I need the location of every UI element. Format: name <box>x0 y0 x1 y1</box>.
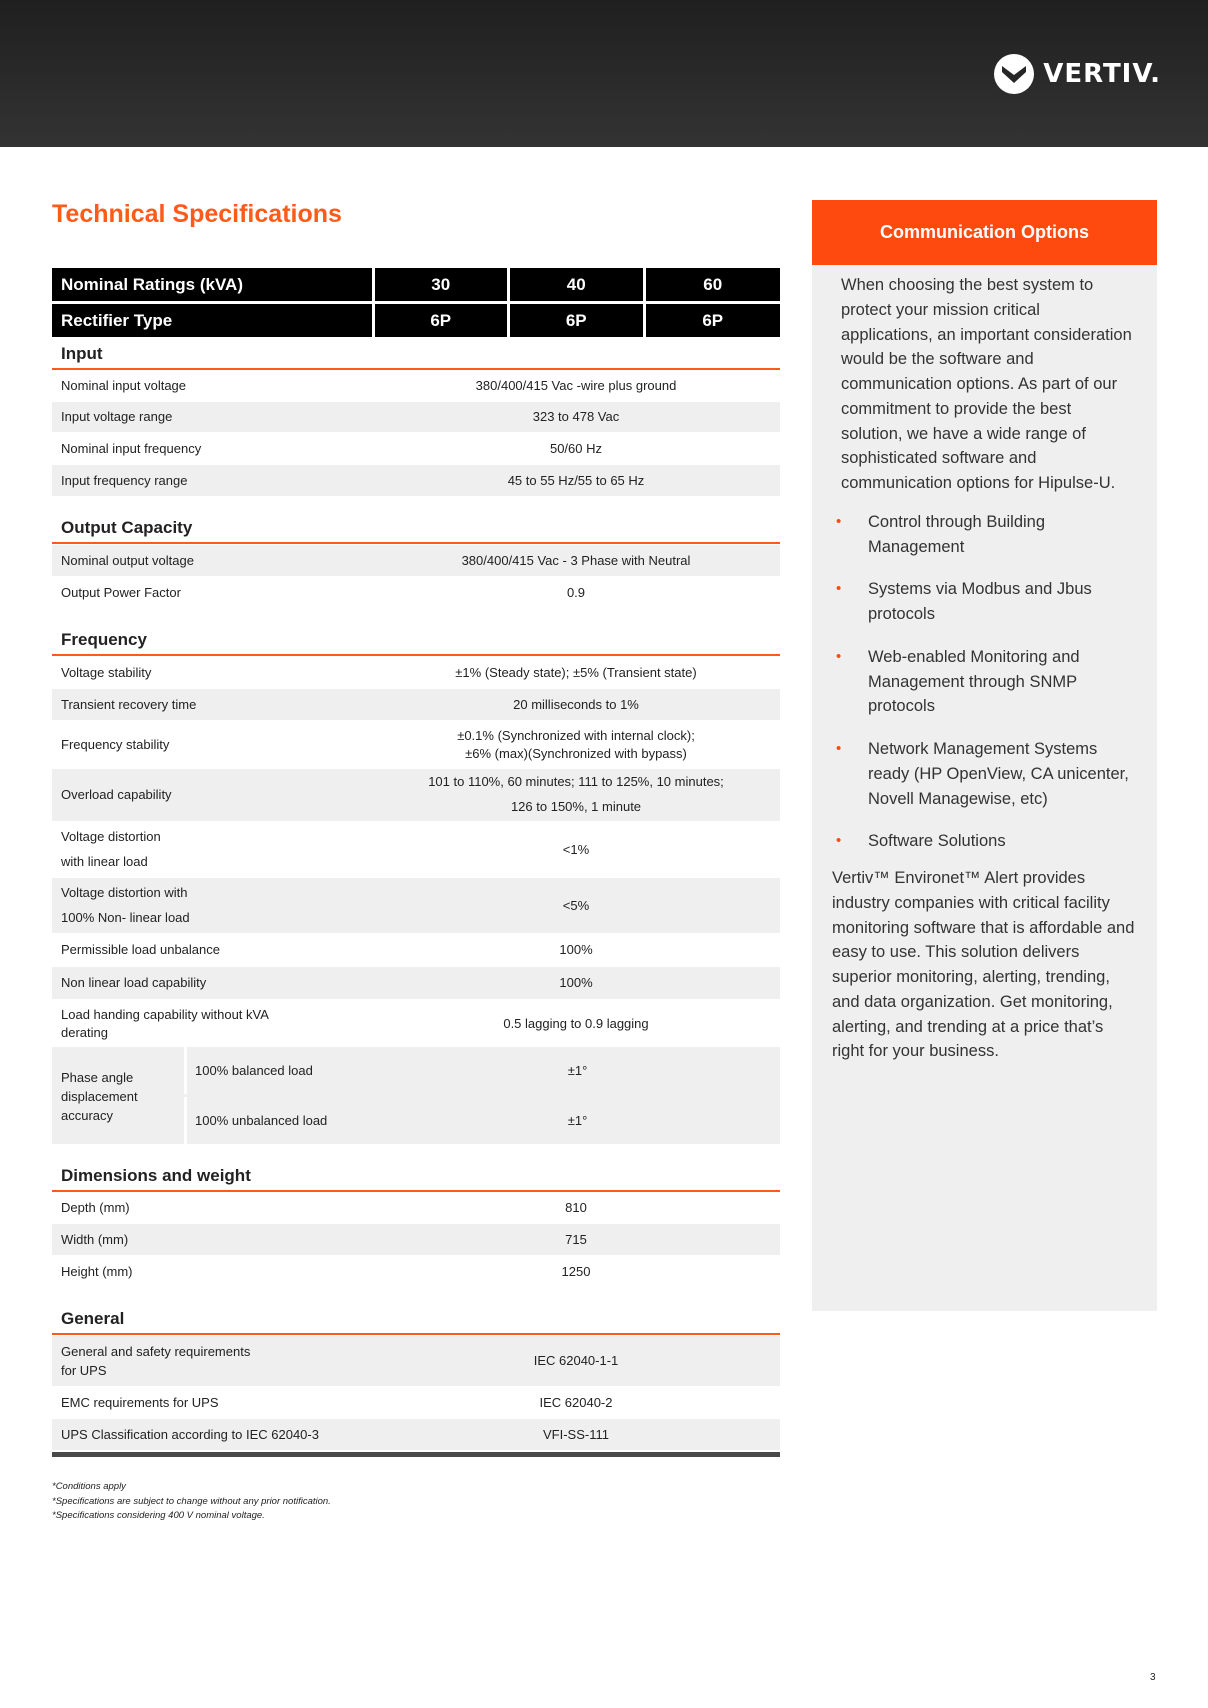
communication-options-title: Communication Options <box>812 200 1157 265</box>
table-row: Transient recovery time 20 milliseconds to 1% <box>52 688 780 720</box>
phase-angle-group <box>52 1047 780 1144</box>
table-row: 100% unbalanced load ±1° <box>184 1097 780 1144</box>
ratings-header-row <box>52 268 780 301</box>
table-row: Nominal input voltage 380/400/415 Vac -wire plus ground <box>52 370 780 401</box>
page-header <box>0 0 1208 147</box>
bullet-icon: • <box>836 512 842 530</box>
section-general-title: General <box>52 1305 780 1335</box>
communication-options-panel <box>812 200 1157 1311</box>
section-frequency-title: Frequency <box>52 626 780 656</box>
section-input-title: Input <box>52 340 780 370</box>
table-end-rule <box>52 1452 780 1457</box>
table-row: EMC requirements for UPS IEC 62040-2 <box>52 1386 780 1418</box>
phase-angle-label: Phase angle displacement accuracy <box>61 1070 138 1123</box>
list-item: • Control through Building Management <box>836 512 1046 556</box>
bullet-icon: • <box>836 832 842 850</box>
table-row: Permissible load unbalance 100% <box>52 933 780 966</box>
vertiv-logo-icon <box>993 53 1035 95</box>
spec-table <box>52 268 780 1457</box>
page-number: 3 <box>1150 1672 1156 1683</box>
table-row: Frequency stability ±0.1% (Synchronized with internal clock); ±6% (max)(Synchronized with bypass) <box>52 720 780 768</box>
bullet-icon: • <box>836 740 842 757</box>
ratings-label: Nominal Ratings (kVA) <box>52 268 372 301</box>
section-dimensions-title: Dimensions and weight <box>52 1162 780 1192</box>
environet-description: Vertiv™ Environet™ Alert provides industry companies with critical facility monitoring software that is affordable and easy to use. This solution delivers superior monitoring, alerting, trending, and data organization. Get monitoring, alerting, and trending at a price that’s right for your business. <box>832 869 1135 1061</box>
list-item: • Systems via Modbus and Jbus protocols <box>836 580 1092 623</box>
section-output-title: Output Capacity <box>52 514 780 544</box>
table-row: Nominal output voltage 380/400/415 Vac - 3 Phase with Neutral <box>52 544 780 576</box>
rectifier-60: 6P <box>646 304 780 337</box>
rating-30: 30 <box>375 268 508 301</box>
list-item: • Software Solutions <box>836 829 1137 854</box>
page-title: Technical Specifications <box>52 200 342 228</box>
table-row: Load handing capability without kVA derating 0.5 lagging to 0.9 lagging <box>52 999 780 1047</box>
table-row: Voltage distortion with 100% Non- linear load <5% <box>52 877 780 933</box>
list-item: • Network Management Systems ready (HP OpenView, CA unicenter, Novell Managewise, etc) <box>836 740 1129 808</box>
communication-intro: When choosing the best system to protect your mission critical applications, an important consideration would be the software and communication options. As part of our commitment to provide the best solution, we have a wide range of sophisticated software and communication options for Hipulse-U. <box>841 276 1132 492</box>
table-row: Non linear load capability 100% <box>52 966 780 999</box>
table-row: General and safety requirements for UPS IEC 62040-1-1 <box>52 1335 780 1386</box>
table-row: Input frequency range 45 to 55 Hz/55 to 65 Hz <box>52 464 780 496</box>
brand-name: VERTIV. <box>1043 59 1161 89</box>
rating-40: 40 <box>510 268 643 301</box>
communication-bullet-list <box>812 510 1157 854</box>
rating-60: 60 <box>646 268 780 301</box>
rectifier-40: 6P <box>510 304 643 337</box>
table-row: Depth (mm) 810 <box>52 1192 780 1223</box>
table-row: Voltage distortion with linear load <1% <box>52 821 780 877</box>
table-row: Width (mm) 715 <box>52 1223 780 1255</box>
table-row: UPS Classification according to IEC 62040-3 VFI-SS-111 <box>52 1418 780 1450</box>
table-row: Height (mm) 1250 <box>52 1255 780 1287</box>
list-item: • Web-enabled Monitoring and Management through SNMP protocols <box>836 647 1080 716</box>
rectifier-label: Rectifier Type <box>52 304 372 337</box>
table-row: Output Power Factor 0.9 <box>52 576 780 608</box>
table-row: Overload capability 101 to 110%, 60 minutes; 111 to 125%, 10 minutes; 126 to 150%, 1 minute <box>52 768 780 821</box>
table-row: Input voltage range 323 to 478 Vac <box>52 401 780 432</box>
rectifier-30: 6P <box>375 304 508 337</box>
table-row: 100% balanced load ±1° <box>184 1047 780 1094</box>
rectifier-header-row <box>52 304 780 337</box>
bullet-icon: • <box>836 647 842 665</box>
footnotes: *Conditions apply *Specifications are subject to change without any prior notification. *Specifications considering 400 V nominal voltage. <box>52 1481 331 1522</box>
table-row: Voltage stability ±1% (Steady state); ±5% (Transient state) <box>52 656 780 688</box>
bullet-icon: • <box>836 580 842 598</box>
table-row: Nominal input frequency 50/60 Hz <box>52 432 780 464</box>
vertiv-logo <box>993 53 1161 95</box>
